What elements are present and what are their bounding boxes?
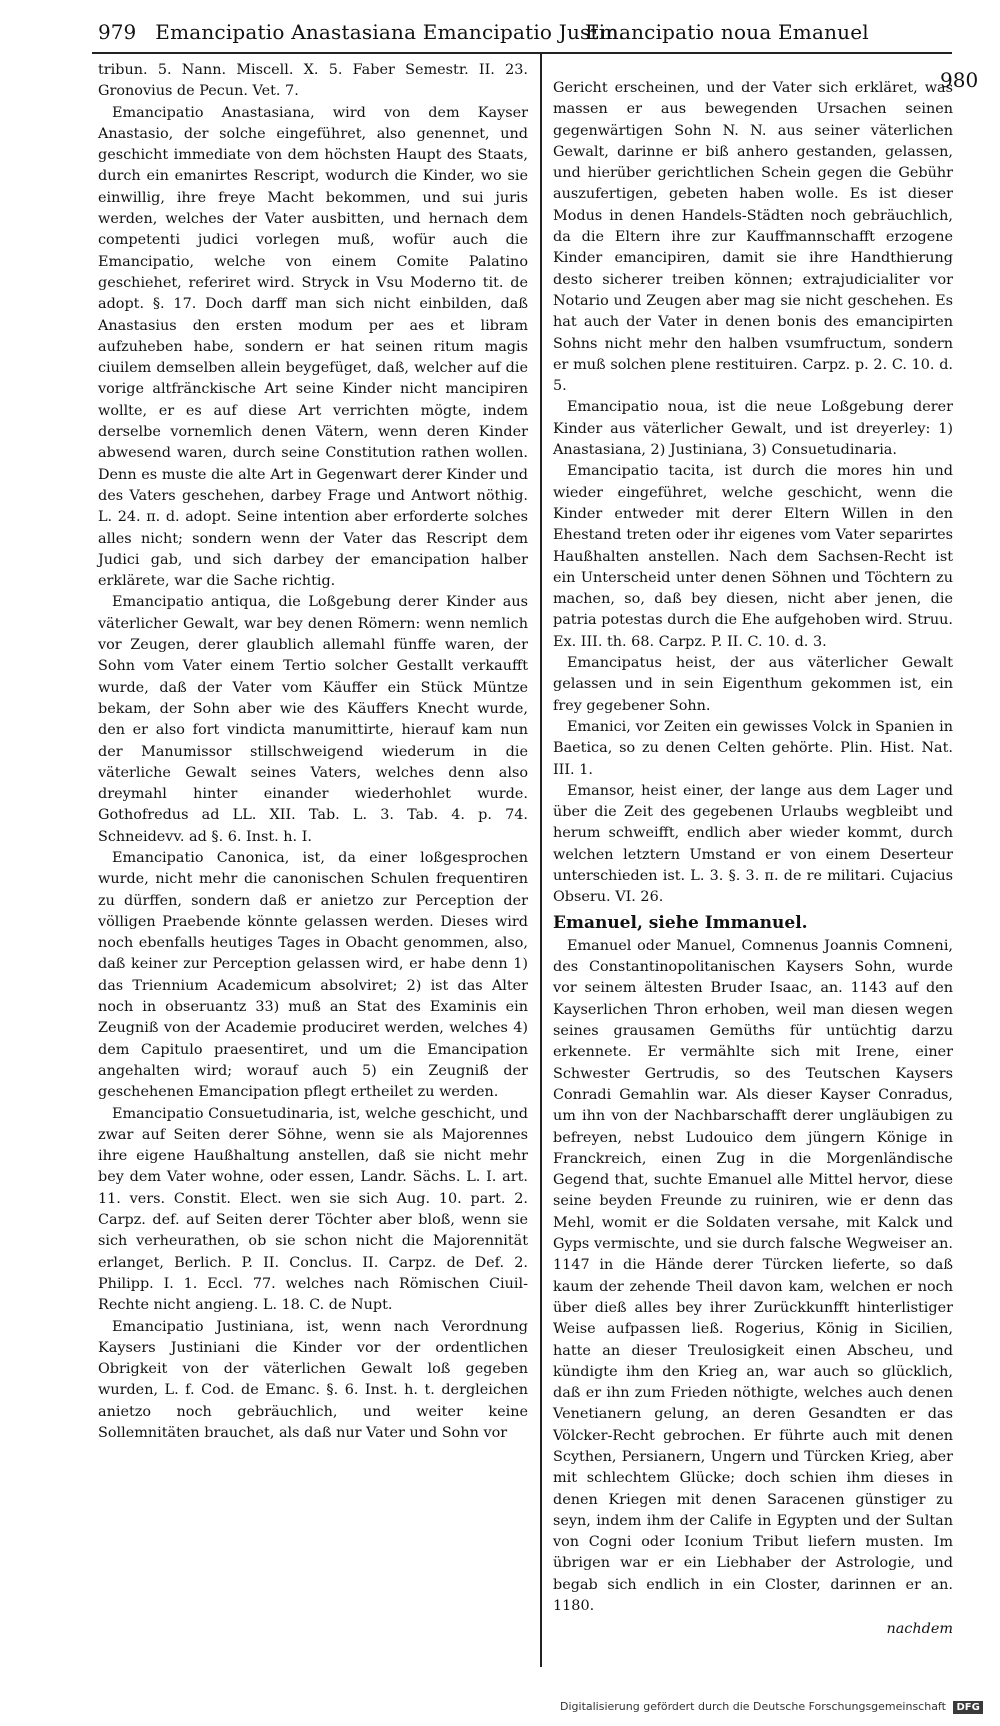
- right-entry-3: Emancipatio tacita, ist durch die mores hin und wieder eingeführet, welche geschicht, wenn die Kinder entweder mit derer Eltern Willen in den Ehestand treten oder ihr eigenes vom Vater separirtes Haußhalten anstellen. Nach dem Sachsen-Recht ist ein Unterscheid unter denen Söhnen und Töchtern zu machen, so, daß bey diesen, nicht aber jenen, die patria potestas durch die Ehe aufgehoben wird. Struu. Ex. III. th. 68. Carpz. P. II. C. 10. d. 3.: [553, 463, 953, 650]
- header-rule: [92, 52, 952, 54]
- right-running-header: [585, 20, 869, 44]
- right-entry-4: Emancipatus heist, der aus väterlicher Gewalt gelassen und in sein Eigenthum gekommen ist, ein frey gegebener Sohn.: [553, 655, 953, 714]
- left-entry-5: Emancipatio Consuetudinaria, ist, welche geschicht, und zwar auf Seiten derer Söhne, wenn sie als Majorennes ihre eigene Haußhaltung anstellen, daß sie nicht mehr bey dem Vater wohne, oder essen, Landr. Sächs. L. I. art. 11. vers. Constit. Elect. wen sie sich Aug. 10. part. 2. Carpz. def. auf Seiten derer Töchter aber bloß, wenn sie sich verheurathen, ob sie schon nicht die Majorennität erlanget, Berlich. P. II. Conclus. II. Carpz. de Def. 2. Philipp. I. 1. Eccl. 77. welches nach Römischen Ciuil-Rechte nicht angieng. L. 18. C. de Nupt.: [98, 1105, 528, 1314]
- column-divider: [540, 52, 542, 1667]
- right-entry-1: Gericht erscheinen, und der Vater sich erkläret, was massen er aus bewegenden Ursachen seinen gegenwärtigen Sohn N. N. aus seiner väterlichen Gewalt, darinne er biß anhero gestanden, gelassen, und hierüber gerichtlichen Schein gegen die Gebühr auszufertigen, gebeten haben wolle. Es ist dieser Modus in denen Handels-Städten noch gebräuchlich, da die Eltern ihre zur Kauffmannschafft erzogene Kinder emancipiren, damit sie ihre Handthierung desto sicherer treiben können; extrajudicialiter vor Notario und Zeugen aber mag sie nicht geschehen. Es hat auch der Vater in denen bonis des emancipirten Sohns nicht mehr den halben vsumfructum, sondern er muß solchen plene restituiren. Carpz. p. 2. C. 10. d. 5.: [553, 80, 953, 395]
- right-entry-6: Emansor, heist einer, der lange aus dem Lager und über die Zeit des gegebenen Urlaubs wegbleibt und herum schweifft, endlich aber wieder kommt, durch welchen letztern Umstand er von einem Deserteur unterschieden ist. L. 3. §. 3. π. de re militari. Cujacius Obseru. VI. 26.: [553, 782, 953, 906]
- entry-heading-emanuel: Emanuel, siehe Immanuel.: [553, 912, 808, 933]
- dfg-logo: DFG: [953, 1701, 982, 1714]
- right-entry-2: Emancipatio noua, ist die neue Loßgebung derer Kinder aus väterlicher Gewalt, und ist dreyerley: 1) Anastasiana, 2) Justiniana, 3) Consuetudinaria.: [553, 399, 953, 459]
- left-entry-1: tribun. 5. Nann. Miscell. X. 5. Faber Semestr. II. 23. Gronovius de Pecun. Vet. 7.: [98, 62, 528, 100]
- footer-text: Digitalisierung gefördert durch die Deutsche Forschungsgemeinschaft: [560, 1700, 946, 1713]
- left-page-number: 979: [98, 20, 137, 44]
- right-header-title: Emancipatio noua Emanuel: [585, 20, 869, 44]
- left-column: [98, 60, 528, 1444]
- right-page-number: 980: [940, 68, 979, 92]
- right-entry-5: Emanici, vor Zeiten ein gewisses Volck in Spanien in Baetica, so zu denen Celten gehörte. Plin. Hist. Nat. III. 1.: [553, 718, 953, 778]
- right-column: [553, 78, 953, 1641]
- left-entry-4: Emancipatio Canonica, ist, da einer loßgesprochen wurde, nicht mehr die canonischen Schulen frequentiren zu dürffen, sondern daß er anietzo zur Perception der völligen Praebende könnte gelassen werden. Dieses wird noch ebenfalls heutiges Tages in Obacht genommen, also, daß keiner zur Perception gelassen wird, er habe denn 1) das Triennium Academicum absolviret; 2) ist das Alter noch in obseruantz 33) muß an Stat des Examinis ein Zeugniß von der Academie produciret werden, welches 4) dem Capitulo praesentiret, und um die Emancipation angehalten wird; worauf auch 5) ein Zeugniß der geschehenen Emancipation pflegt ertheilet zu werden.: [98, 849, 528, 1101]
- left-entry-3: Emancipatio antiqua, die Loßgebung derer Kinder aus väterlicher Gewalt, war bey denen Römern: wenn nemlich vor Zeugen, derer glaublich allemahl fünffe waren, der Sohn vom Vater einem Tertio solcher Gestallt verkaufft wurde, daß der Vater vom Käuffer ein Stück Müntze bekam, der Sohn aber wie des Käuffers Knecht wurde, den er also fort vindicta manumittirte, hierauf kam nun der Manumissor stillschweigend wiederum in die väterliche Gewalt seines Vaters, welches denn also dreymahl hinter einander wiederhohlet wurde. Gothofredus ad LL. XII. Tab. L. 3. Tab. 4. p. 74. Schneidevv. ad §. 6. Inst. h. I.: [98, 594, 528, 845]
- left-entry-6: Emancipatio Justiniana, ist, wenn nach Verordnung Kaysers Justiniani die Kinder vor der ordentlichen Obrigkeit von der väterlichen Gewalt loß gegeben wurden, L. f. Cod. de Emanc. §. 6. Inst. h. t. dergleichen anietzo noch gebräuchlich, und weiter keine Sollemnitäten brauchet, als daß nur Vater und Sohn vor: [98, 1318, 528, 1441]
- left-header-title: Emancipatio Anastasiana Emancipatio Justin.: [155, 20, 625, 44]
- left-running-header: [98, 20, 625, 44]
- right-entry-8: Emanuel oder Manuel, Comnenus Joannis Comneni, des Constantinopolitanischen Kaysers Sohn, wurde vor seinem ältesten Bruder Isaac, an. 1143 auf den Kayserlichen Thron erhoben, weil man diesen wegen seines grausamen Gemüths für untüchtig darzu erkennete. Er vermählte sich mit Irene, einer Schwester Gertrudis, so des Teutschen Kaysers Conradi Gemahlin war. Als dieser Kayser Conradus, um ihn von der Nachbarschafft derer ungläubigen zu befreyen, nebst Ludouico dem jüngern Könige in Franckreich, einen Zug in die Morgenländische Gegend that, suchte Emanuel alle Mittel hervor, diese seine beyden Freunde zu ruiniren, wie er denn das Mehl, womit er die Soldaten versahe, mit Kalck und Gyps vermischte, und sie durch falsche Wegweiser an. 1147 in die Hände derer Türcken lieferte, so daß kaum der zehende Theil davon kam, welchen er noch über dieß alles bey ihrer Zurückkunfft hinterlistiger Weise aufpassen ließ. Rogerius, König in Sicilien, hatte an dieser Treulosigkeit einen Abscheu, und kündigte ihm den Krieg an, war auch so glücklich, daß er ihn zum Frieden nöthigte, welches auch denen Venetianern gelung, an deren Gesandten er das Völcker-Recht gebrochen. Er führte auch mit denen Scythen, Persianern, Ungern und Türcken Krieg, aber mit schlechtem Glücke; doch schien ihm dieses in denen Kriegen mit denen Saracenen günstiger zu seyn, indem ihm der Calife in Egypten und der Sultan von Cogni oder Iconium Tribut liefern musten. Im übrigen war er ein Liebhaber der Astrologie, und begab sich endlich in ein Closter, darinnen er an. 1180.: [553, 937, 953, 1615]
- left-entry-2: Emancipatio Anastasiana, wird von dem Kayser Anastasio, der solche eingeführet, also genennet, und geschicht immediate von dem höchsten Haupt des Staats, durch ein emanirtes Rescript, wodurch die Kinder, wo sie einwillig, ihre freye Macht bekommen, und sui juris werden, welches der Vater ausbitten, und hernach dem competenti judici vorlegen muß, wofür auch die Emancipatio, welche von einem Comite Palatino geschiehet, referiret wird. Stryck in Vsu Moderno tit. de adopt. §. 17. Doch darff man sich nicht einbilden, daß Anastasius den ersten modum per aes et libram aufzuheben habe, sondern er hat seinen ritum magis ciuilem demselben allein beygefüget, daß, welcher auf die vorige altfränckische Art seine Kinder nicht mancipiren wollte, er es auf diese Art verrichten mögte, indem derselbe vornemlich denen Vätern, wenn deren Kinder abwesend waren, durch seine Constitution rathen wollen. Denn es muste die alte Art in Gegenwart derer Kinder und des Vaters geschehen, darbey Frage und Antwort nöthig. L. 24. π. d. adopt. Seine intention aber erforderte solches alles nicht; sondern wenn der Vater das Rescript dem Judici gab, und sich darbey der emancipation halber erklärete, war die Sache richtig.: [98, 104, 528, 590]
- catchword: nachdem: [886, 1621, 953, 1638]
- digitization-footer: [560, 1700, 990, 1714]
